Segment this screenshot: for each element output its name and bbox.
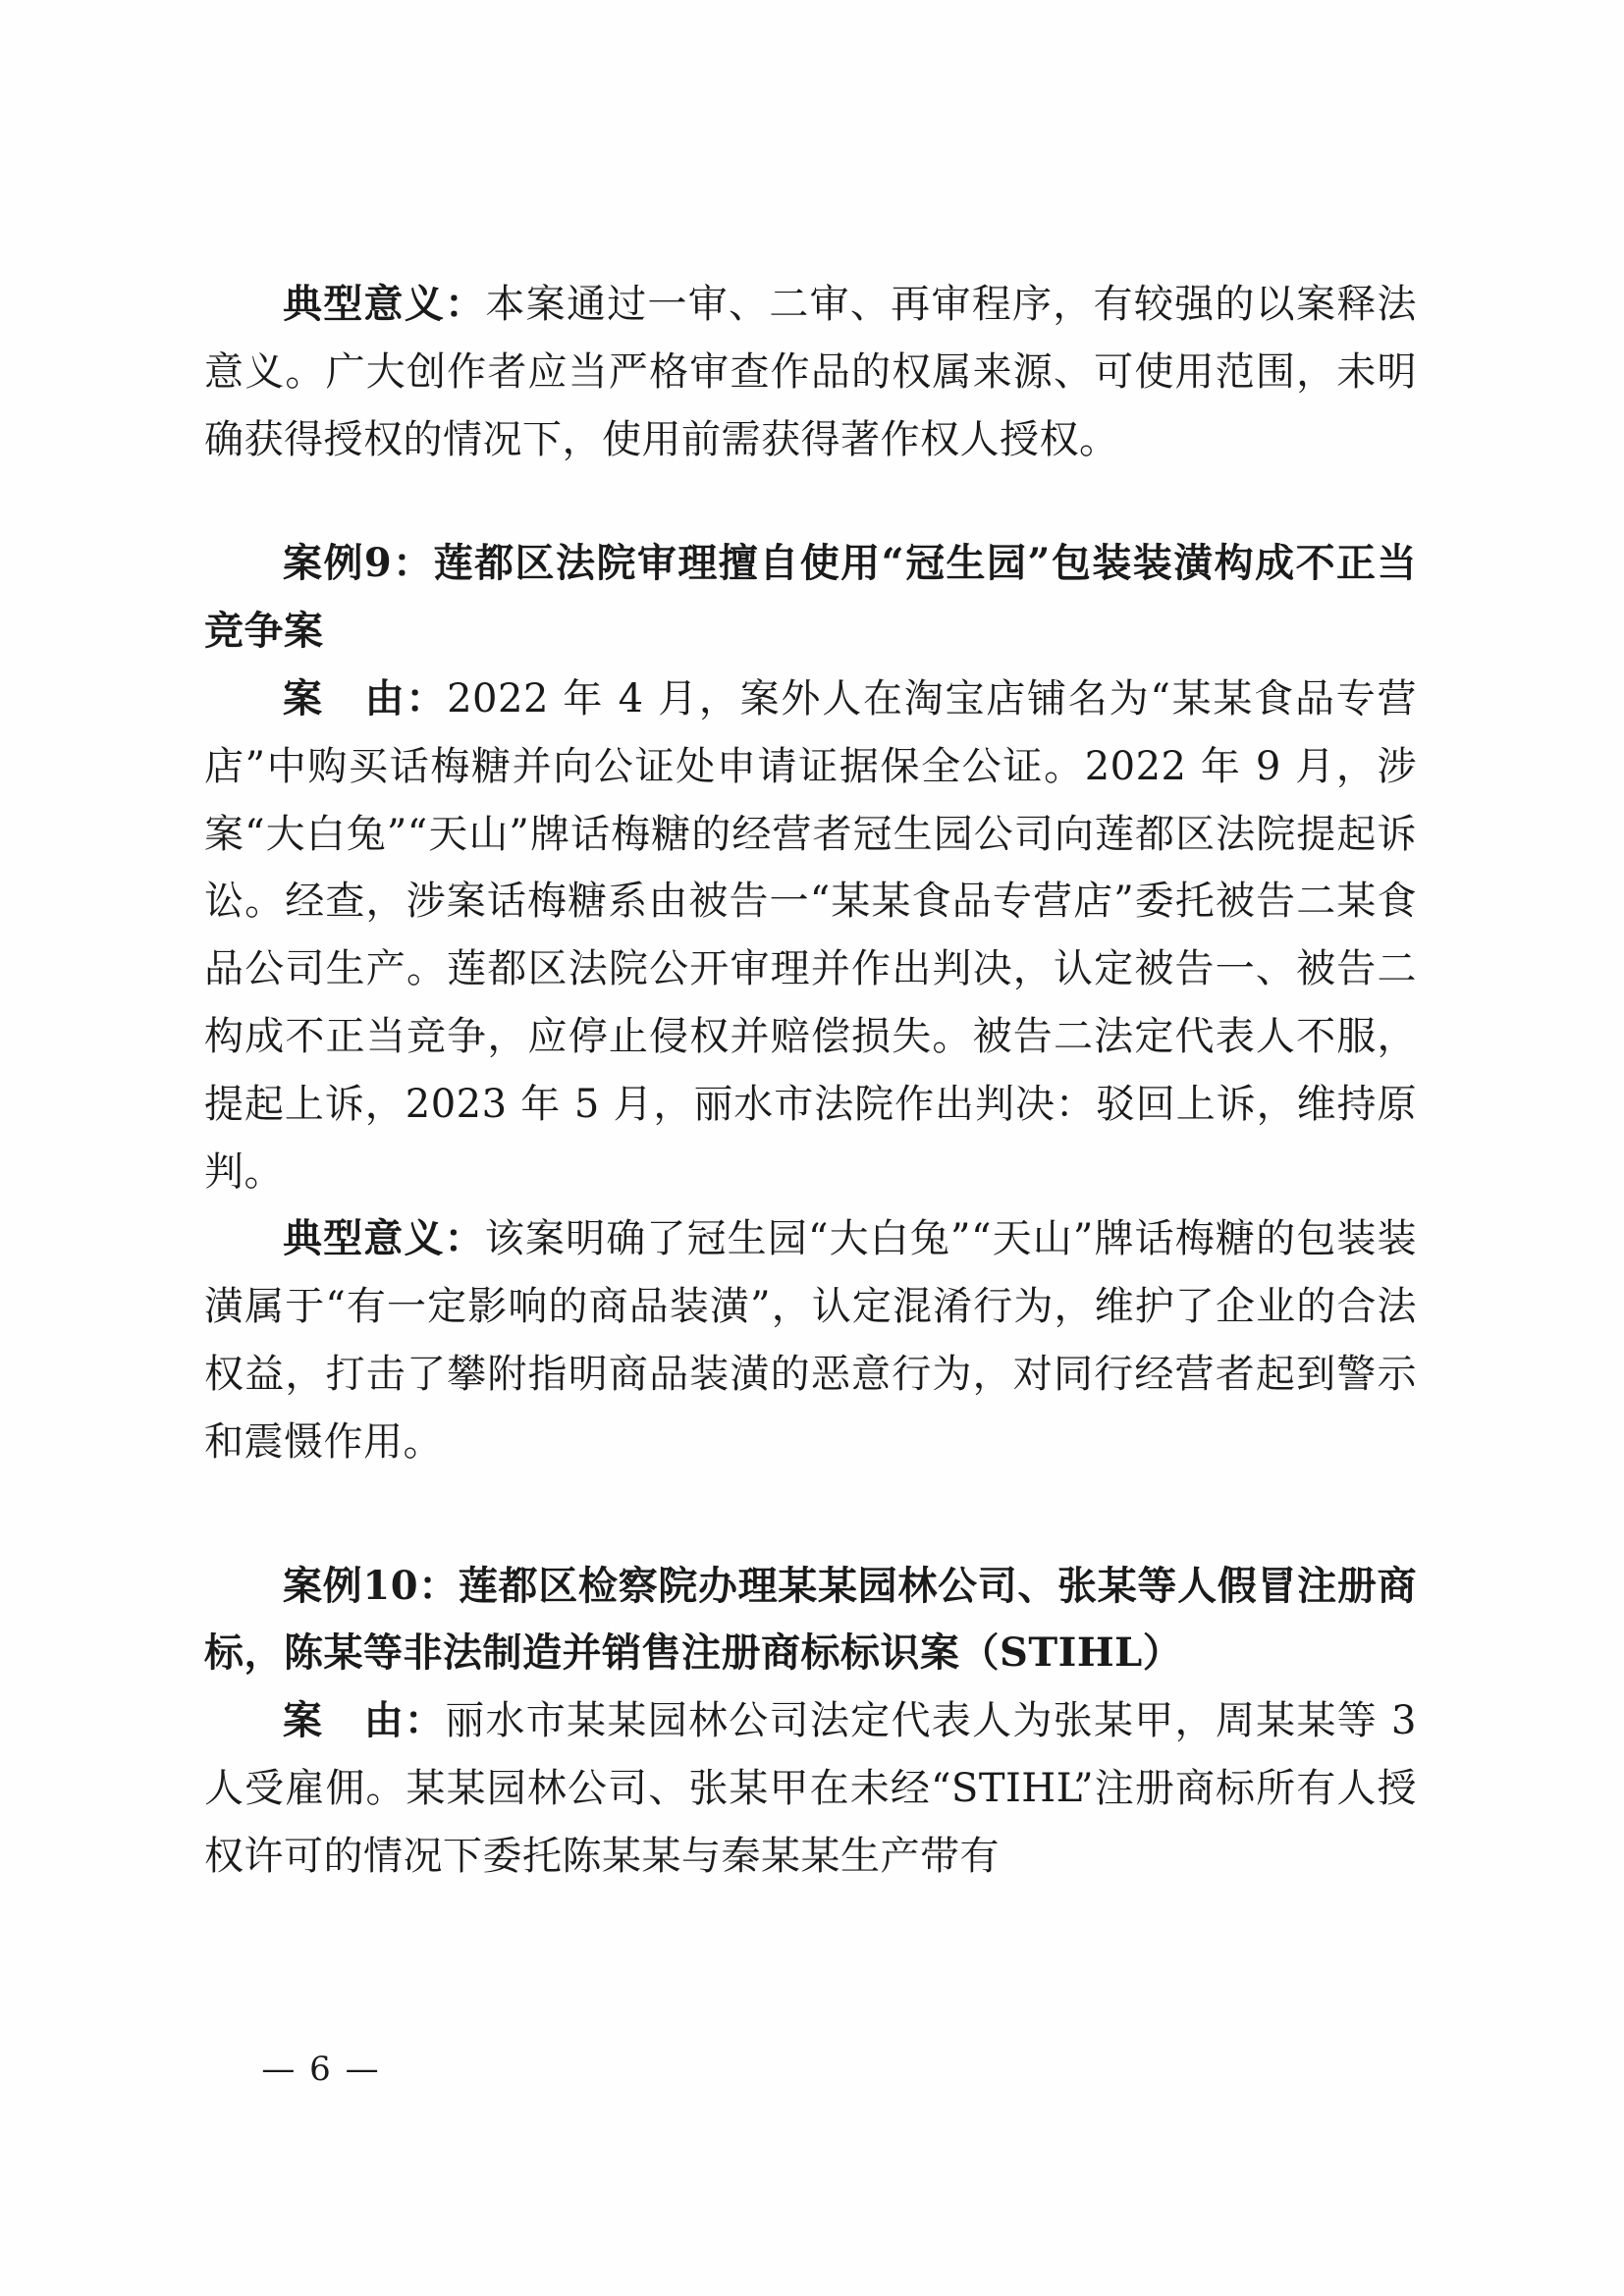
paragraph-text: 丽水市某某园林公司法定代表人为张某甲，周某某等 3 人受雇佣。某某园林公司、张某甲在未经“STIHL”注册商标所有人授权许可的情况下委托陈某某与秦某某生产带有 xyxy=(204,1698,1418,1879)
paragraph-lead-label: 案 由： xyxy=(283,674,448,721)
paragraph-typical-significance-case9 xyxy=(204,1205,1417,1475)
paragraph-lead-label: 典型意义： xyxy=(283,1215,485,1262)
spacer xyxy=(204,473,1417,530)
paragraph-lead-label: 典型意义： xyxy=(283,281,486,327)
paragraph-text: 该案明确了冠生园“大白兔”“天山”牌话梅糖的包装装潢属于“有一定影响的商品装潢”，认定混淆行为，维护了企业的合法权益，打击了攀附指明商品装潢的恶意行为，对同行经营者起到警示和震慑作用。 xyxy=(204,1216,1418,1465)
paragraph-case-facts-case10 xyxy=(204,1687,1417,1890)
paragraph-typical-significance-case8 xyxy=(204,271,1417,473)
paragraph-lead-label: 案 由： xyxy=(283,1697,446,1744)
paragraph-case-facts-case9 xyxy=(204,666,1417,1205)
paragraph-text: 本案通过一审、二审、再审程序，有较强的以案释法意义。广大创作者应当严格审查作品的权属来源、可使用范围，未明确获得授权的情况下，使用前需获得著作权人授权。 xyxy=(204,282,1418,462)
paragraph-text: 2022 年 4 月，案外人在淘宝店铺名为“某某食品专营店”中购买话梅糖并向公证处申请证据保全公证。2022 年 9 月，涉案“大白兔”“天山”牌话梅糖的经营者冠生园公司向莲都区法院提起诉讼。经查，涉案话梅糖系由被告一“某某食品专营店”委托被告二某食品公司生产。莲都区法院公开审理并作出判决，认定被告一、被告二构成不正当竞争，应停止侵权并赔偿损失。被告二法定代表人不服，提起上诉，2023 年 5 月，丽水市法院作出判决：驳回上诉，维持原判。 xyxy=(204,675,1418,1195)
heading-case-10: 案例10：莲都区检察院办理某某园林公司、张某等人假冒注册商标，陈某等非法制造并销售注册商标标识案（STIHL） xyxy=(204,1562,1417,1677)
page-footer xyxy=(0,2050,1624,2089)
page-body xyxy=(204,271,1417,1891)
page-number: — 6 — xyxy=(261,2050,381,2089)
heading-case-9: 案例9：莲都区法院审理擅自使用“冠生园”包装装潢构成不正当竞争案 xyxy=(204,540,1417,655)
spacer xyxy=(204,1476,1417,1553)
